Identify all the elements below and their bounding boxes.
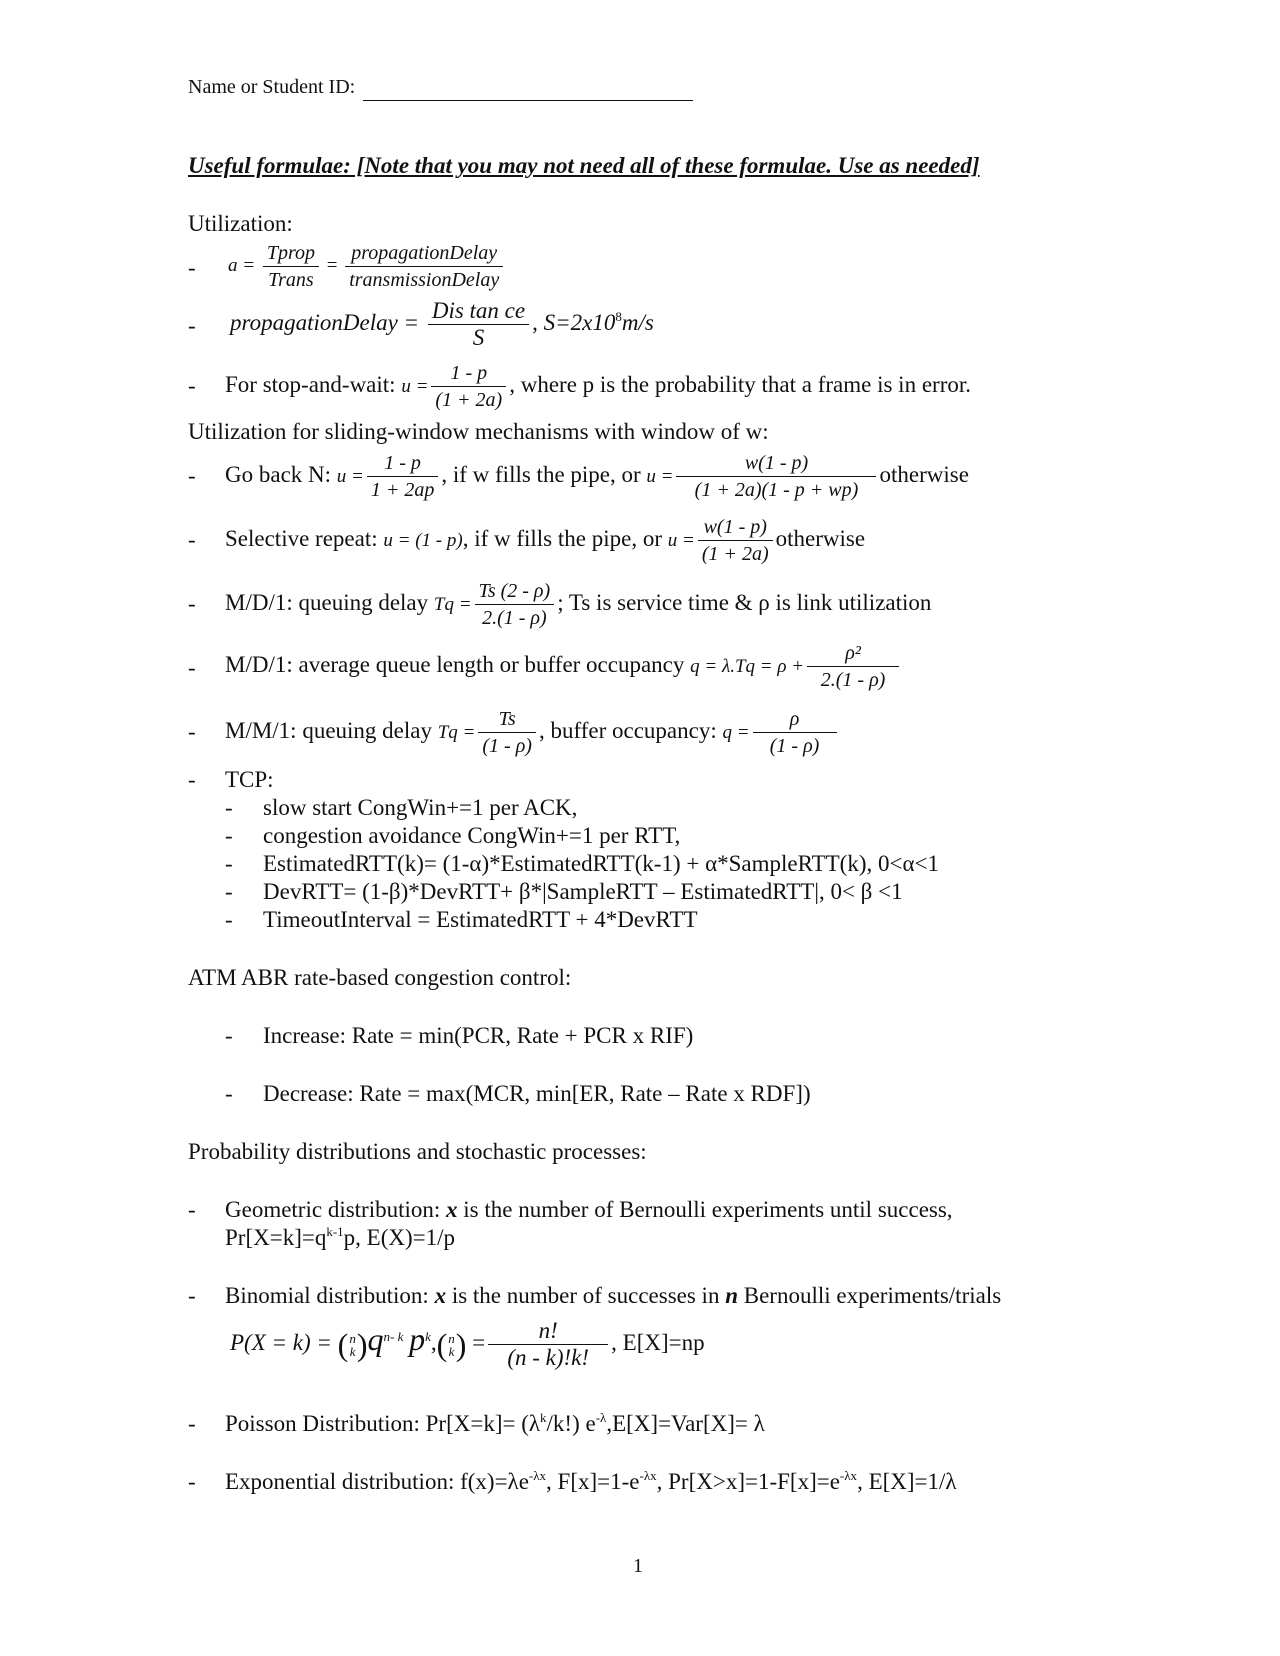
poisson-line: Poisson Distribution: $Pr[X=k]= (\lambda^k/k!)$ $e^{-\lambda},E[X]=Var[X]= \lambda$ — [225, 1410, 765, 1436]
bullet-dash: - — [188, 463, 196, 488]
formula-go-back-n: Go back N: u = $\frac{1 - p}{1 + 2ap}$ , if w fills the pipe, or u = $\frac{w(1 - p)}{(1 + 2a)(1 - p + wp)}$ otherwise — [225, 452, 969, 501]
bullet-dash: - — [188, 527, 196, 552]
section-utilization: Utilization: — [188, 211, 293, 236]
bullet-dash: - — [225, 1081, 233, 1106]
bullet-dash: - — [188, 767, 196, 792]
tcp-item: TimeoutInterval = EstimatedRTT + 4*DevRTT — [263, 907, 698, 932]
name-blank-line[interactable] — [363, 80, 693, 101]
bullet-dash: - — [225, 851, 233, 876]
bullet-dash: - — [188, 373, 196, 398]
tcp-item: DevRTT= (1-β)*DevRTT+ β*|SampleRTT – EstimatedRTT|, 0< β <1 — [263, 879, 903, 904]
bullet-dash: - — [225, 907, 233, 932]
bullet-dash: - — [188, 1469, 196, 1494]
binomial-formula: P(X = k) = (n $k)q^{n- k}$ $p^k,(n$ k) = $\frac{n!}{(n - k)!k!}$ , E[X]=np — [230, 1318, 705, 1370]
tcp-item: slow start CongWin+=1 per ACK, — [263, 795, 578, 820]
geometric-line-1: Geometric distribution: x is the number of Bernoulli experiments until success, — [225, 1197, 953, 1222]
section-probability: Probability distributions and stochastic processes: — [188, 1139, 647, 1164]
formula-stop-and-wait: For stop-and-wait: u = $\frac{1 - p}{(1 + 2a)}$ , where p is the probability that a frame is in error. — [225, 362, 971, 411]
name-label: Name or Student ID: — [188, 76, 356, 98]
atm-increase: Increase: Rate = min(PCR, Rate + PCR x RIF) — [263, 1023, 694, 1048]
bullet-dash: - — [188, 1283, 196, 1308]
formula-a: a = $\frac{\text{Tprop}}{\text{Trans}}$ = $\frac{\text{propagationDelay}}{\text{transmissionDelay}}$ — [228, 240, 506, 293]
formula-md1-queue: M/D/1: average queue length or buffer occupancy q = λ.Tq = ρ + $\frac{\text{ρ²}}{2.(1 - \rho)}$ — [225, 640, 902, 693]
bullet-dash: - — [188, 1197, 196, 1222]
geometric-line-2: $Pr[X=k]=q^{k-1}p$, E(X)=1/p — [225, 1224, 456, 1250]
section-atm: ATM ABR rate-based congestion control: — [188, 965, 572, 990]
formula-mm1: M/M/1: queuing delay Tq = $\frac{Ts}{(1 - \rho)}$ , buffer occupancy: q = $\frac{\rho}{(1 - \rho)}$ — [225, 706, 840, 759]
tcp-label: TCP: — [225, 767, 274, 792]
name-field — [188, 73, 693, 101]
bullet-dash: - — [225, 795, 233, 820]
tcp-item: congestion avoidance CongWin+=1 per RTT, — [263, 823, 681, 848]
bullet-dash: - — [225, 879, 233, 904]
bullet-dash: - — [225, 823, 233, 848]
bullet-dash: - — [188, 655, 196, 680]
exponential-line: Exponential distribution: $f(x)=\lambda e^{-\lambda x}$, $F[x]=1-e^{-\lambda x}$, $Pr[X>x]=1-F[x]=e^{-\lambda x}$, E[X]=1/λ — [225, 1468, 957, 1494]
formula-md1-delay: M/D/1: queuing delay Tq = $\frac{Ts (2 - \rho)}{2.(1 - \rho)}$ ; Ts is service time & ρ is link utilization — [225, 580, 932, 629]
bullet-dash: - — [225, 1023, 233, 1048]
bullet-dash: - — [188, 591, 196, 616]
page-number: 1 — [633, 1555, 643, 1577]
page-title: Useful formulae: [Note that you may not need all of these formulae. Use as needed] — [188, 153, 980, 178]
formula-selective-repeat: Selective repeat: u = (1 - p), if w fills the pipe, or u = $\frac{w(1 - p)}{(1 + 2a)}$ otherwise — [225, 516, 866, 565]
tcp-item: EstimatedRTT(k)= (1-α)*EstimatedRTT(k-1) + α*SampleRTT(k), 0<α<1 — [263, 851, 939, 876]
formula-propagation-delay: propagationDelay = $\frac{\text{Dis tan ce}}{S}$ , $S=2x10^8m/s$ — [230, 298, 654, 350]
bullet-dash: - — [188, 1411, 196, 1436]
bullet-dash: - — [188, 719, 196, 744]
bullet-dash: - — [188, 255, 196, 280]
section-sliding-window: Utilization for sliding-window mechanisms with window of w: — [188, 419, 769, 444]
atm-decrease: Decrease: Rate = max(MCR, min[ER, Rate – Rate x RDF]) — [263, 1081, 811, 1106]
bullet-dash: - — [188, 313, 196, 338]
binomial-line-1: Binomial distribution: x is the number of successes in n Bernoulli experiments/trials — [225, 1283, 1002, 1308]
